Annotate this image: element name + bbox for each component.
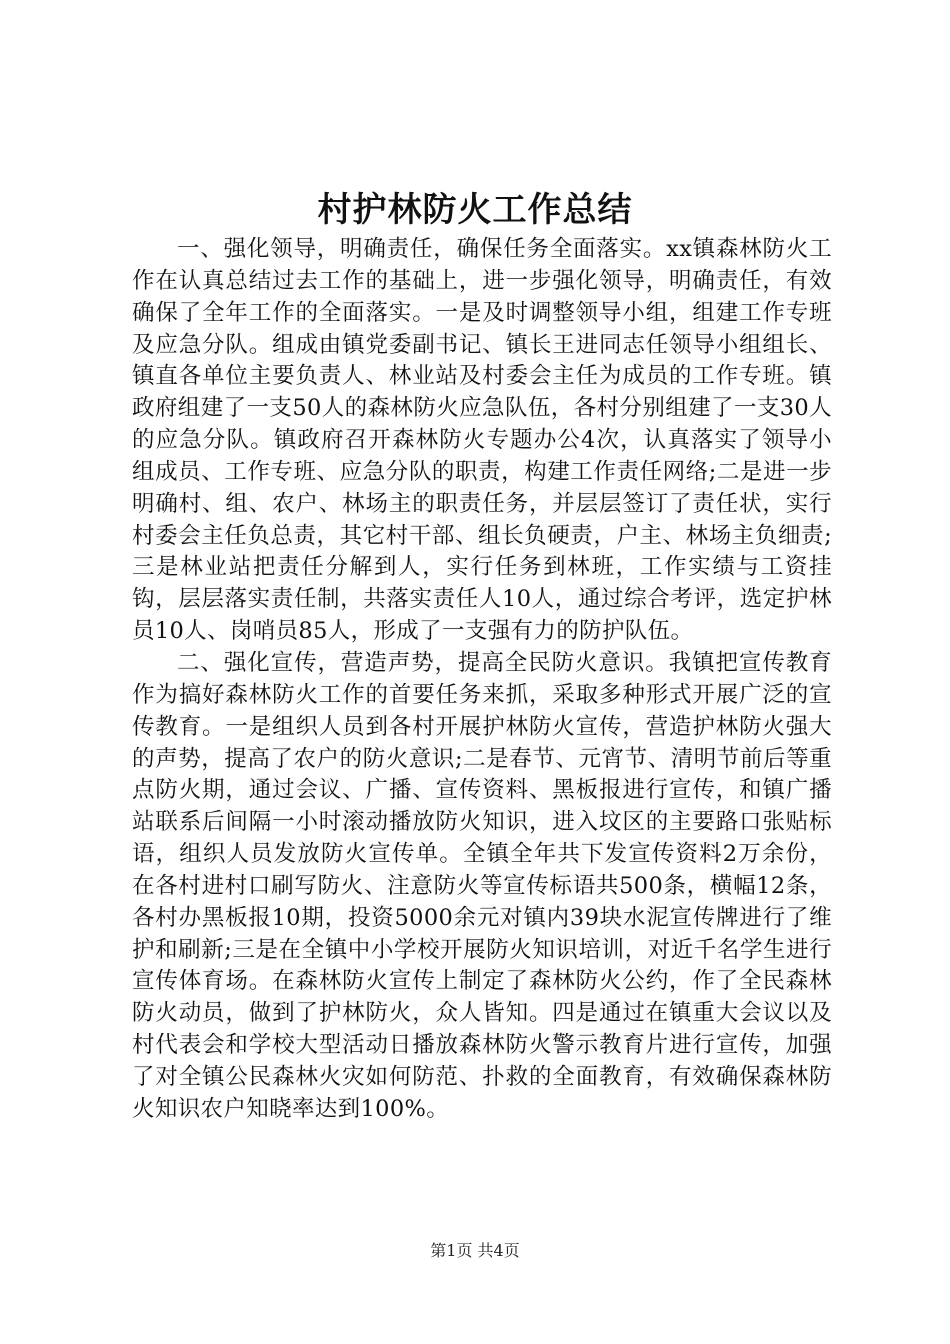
document-body xyxy=(132,234,832,1126)
document-title: 村护林防火工作总结 xyxy=(317,190,633,230)
page-footer: 第1页 共4页 xyxy=(430,1241,520,1260)
paragraph-1: 一、强化领导，明确责任，确保任务全面落实。xx镇森林防火工作在认真总结过去工作的基础上，进一步强化领导，明确责任，有效确保了全年工作的全面落实。一是及时调整领导小组，组建工作专班及应急分队。组成由镇党委副书记、镇长王进同志任领导小组组长、镇直各单位主要负责人、林业站及村委会主任为成员的工作专班。镇政府组建了一支50人的森林防火应急队伍，各村分别组建了一支30人的应急分队。镇政府召开森林防火专题办公4次，认真落实了领导小组成员、工作专班、应急分队的职责，构建工作责任网络;二是进一步明确村、组、农户、林场主的职责任务，并层层签订了责任状，实行村委会主任负总责，其它村干部、组长负硬责，户主、林场主负细责;三是林业站把责任分解到人，实行任务到林班，工作实绩与工资挂钩，层层落实责任制，共落实责任人10人，通过综合考评，选定护林员10人、岗哨员85人，形成了一支强有力的防护队伍。 xyxy=(132,236,832,645)
paragraph-2: 二、强化宣传，营造声势，提高全民防火意识。我镇把宣传教育作为搞好森林防火工作的首要任务来抓，采取多种形式开展广泛的宣传教育。一是组织人员到各村开展护林防火宣传，营造护林防火强大的声势，提高了农户的防火意识;二是春节、元宵节、清明节前后等重点防火期，通过会议、广播、宣传资料、黑板报进行宣传，和镇广播站联系后间隔一小时滚动播放防火知识，进入坟区的主要路口张贴标语，组织人员发放防火宣传单。全镇全年共下发宣传资料2万余份，在各村进村口刷写防火、注意防火等宣传标语共500条，横幅12条，各村办黑板报10期，投资5000余元对镇内39块水泥宣传牌进行了维护和刷新;三是在全镇中小学校开展防火知识培训，对近千名学生进行宣传体育场。在森林防火宣传上制定了森林防火公约，作了全民森林防火动员，做到了护林防火，众人皆知。四是通过在镇重大会议以及村代表会和学校大型活动日播放森林防火警示教育片进行宣传，加强了对全镇公民森林火灾如何防范、扑救的全面教育，有效确保森林防火知识农户知晓率达到100%。 xyxy=(132,649,832,1122)
